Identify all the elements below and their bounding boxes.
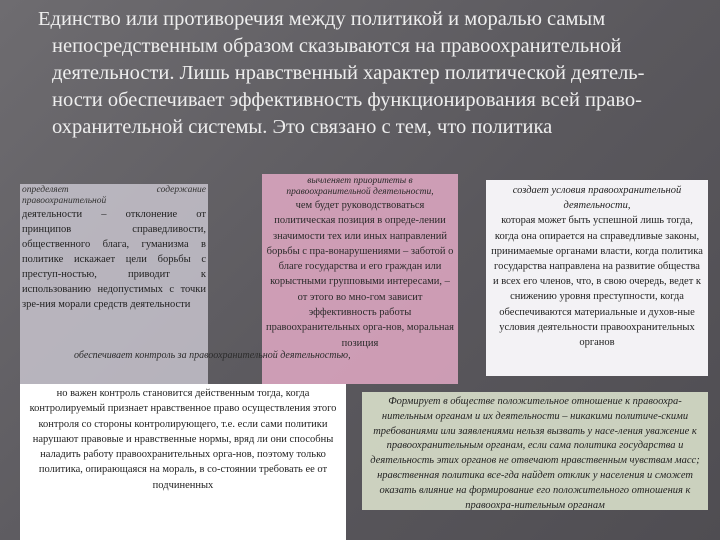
box-creates-conditions-lead: создает условия правоохранительной деятельности,: [512, 185, 682, 212]
box-creates-conditions-text: которая может быть успешной лишь тогда, когда она опирается на справедливые законы, принимаемые органами власти, когда политика государства направлена на развитие общества и всех его членов, что, в свою очередь, ведет к снижению уровня преступности, когда обеспечиваются материальные и духов-ные условия деятельности правоохранительных органов: [491, 215, 703, 349]
box-forms-attitude-text: Формирует в обществе положительное отношение к правоохра-нительным органам и их деятельности – никакими политиче-скими требованиями или заявлениями нельзя вызвать у насе-ления уважение к правоохранительным органам, если сама политика государства и деятельность этих органов не отвечают нравственным чувствам масс; нравственная политика все-гда найдет отклик у населения и сможет оказать влияние на формирование его положительного отношения к правоохра-нительным органам: [370, 396, 700, 510]
box-control-text: но важен контроль становится действенным тогда, когда контролируемый признает нравственное право осуществления этого контроля со стороны контролирующего, т.е. если сами политики нарушают правовые и нравственные нормы, вряд ли они способны наладить работу правоохранительных орга-нов, поэтому только политика, опирающаяся на мораль, в со-стоянии требовать ее от подчиненных: [29, 388, 337, 491]
control-caption: обеспечивает контроль за правоохранительной деятельностью,: [74, 350, 351, 361]
box-forms-attitude: [362, 392, 708, 510]
main-heading: Единство или противоречия между политикой и моралью самым непосредственным образом сказываются на правоохранительной деятельности. Лишь нравственный характер политической деятель-ности обеспечивает эффективность функционирования всей право-охранительной системы. Это связано с тем, что политика: [38, 8, 645, 138]
box-priorities-text: чем будет руководствоваться политическая позиция в опреде-лении значимости тех или иных направлений борьбы с пра-вонарушениями – заботой о благе государства и его граждан или корыстными групповыми интересами, – от этого во мно-гом зависит эффективность работы правоохранительных орга-нов, моральная позиция: [266, 200, 454, 349]
box-priorities-overlay: вычленяет приоритеты в правоохранительной деятельности,: [286, 176, 434, 197]
box-defines-content-text: деятельности – отклонение от принципов справедливости, общественного блага, гуманизма в политике искажает цели борьбы с преступ-ностью, приводит к использованию недопустимых с точки зре-ния морали средств деятельности: [22, 209, 206, 310]
box-control: [20, 384, 346, 540]
box-defines-content-overlay: определяет содержание правоохранительной: [22, 185, 206, 206]
box-creates-conditions: [486, 180, 708, 376]
